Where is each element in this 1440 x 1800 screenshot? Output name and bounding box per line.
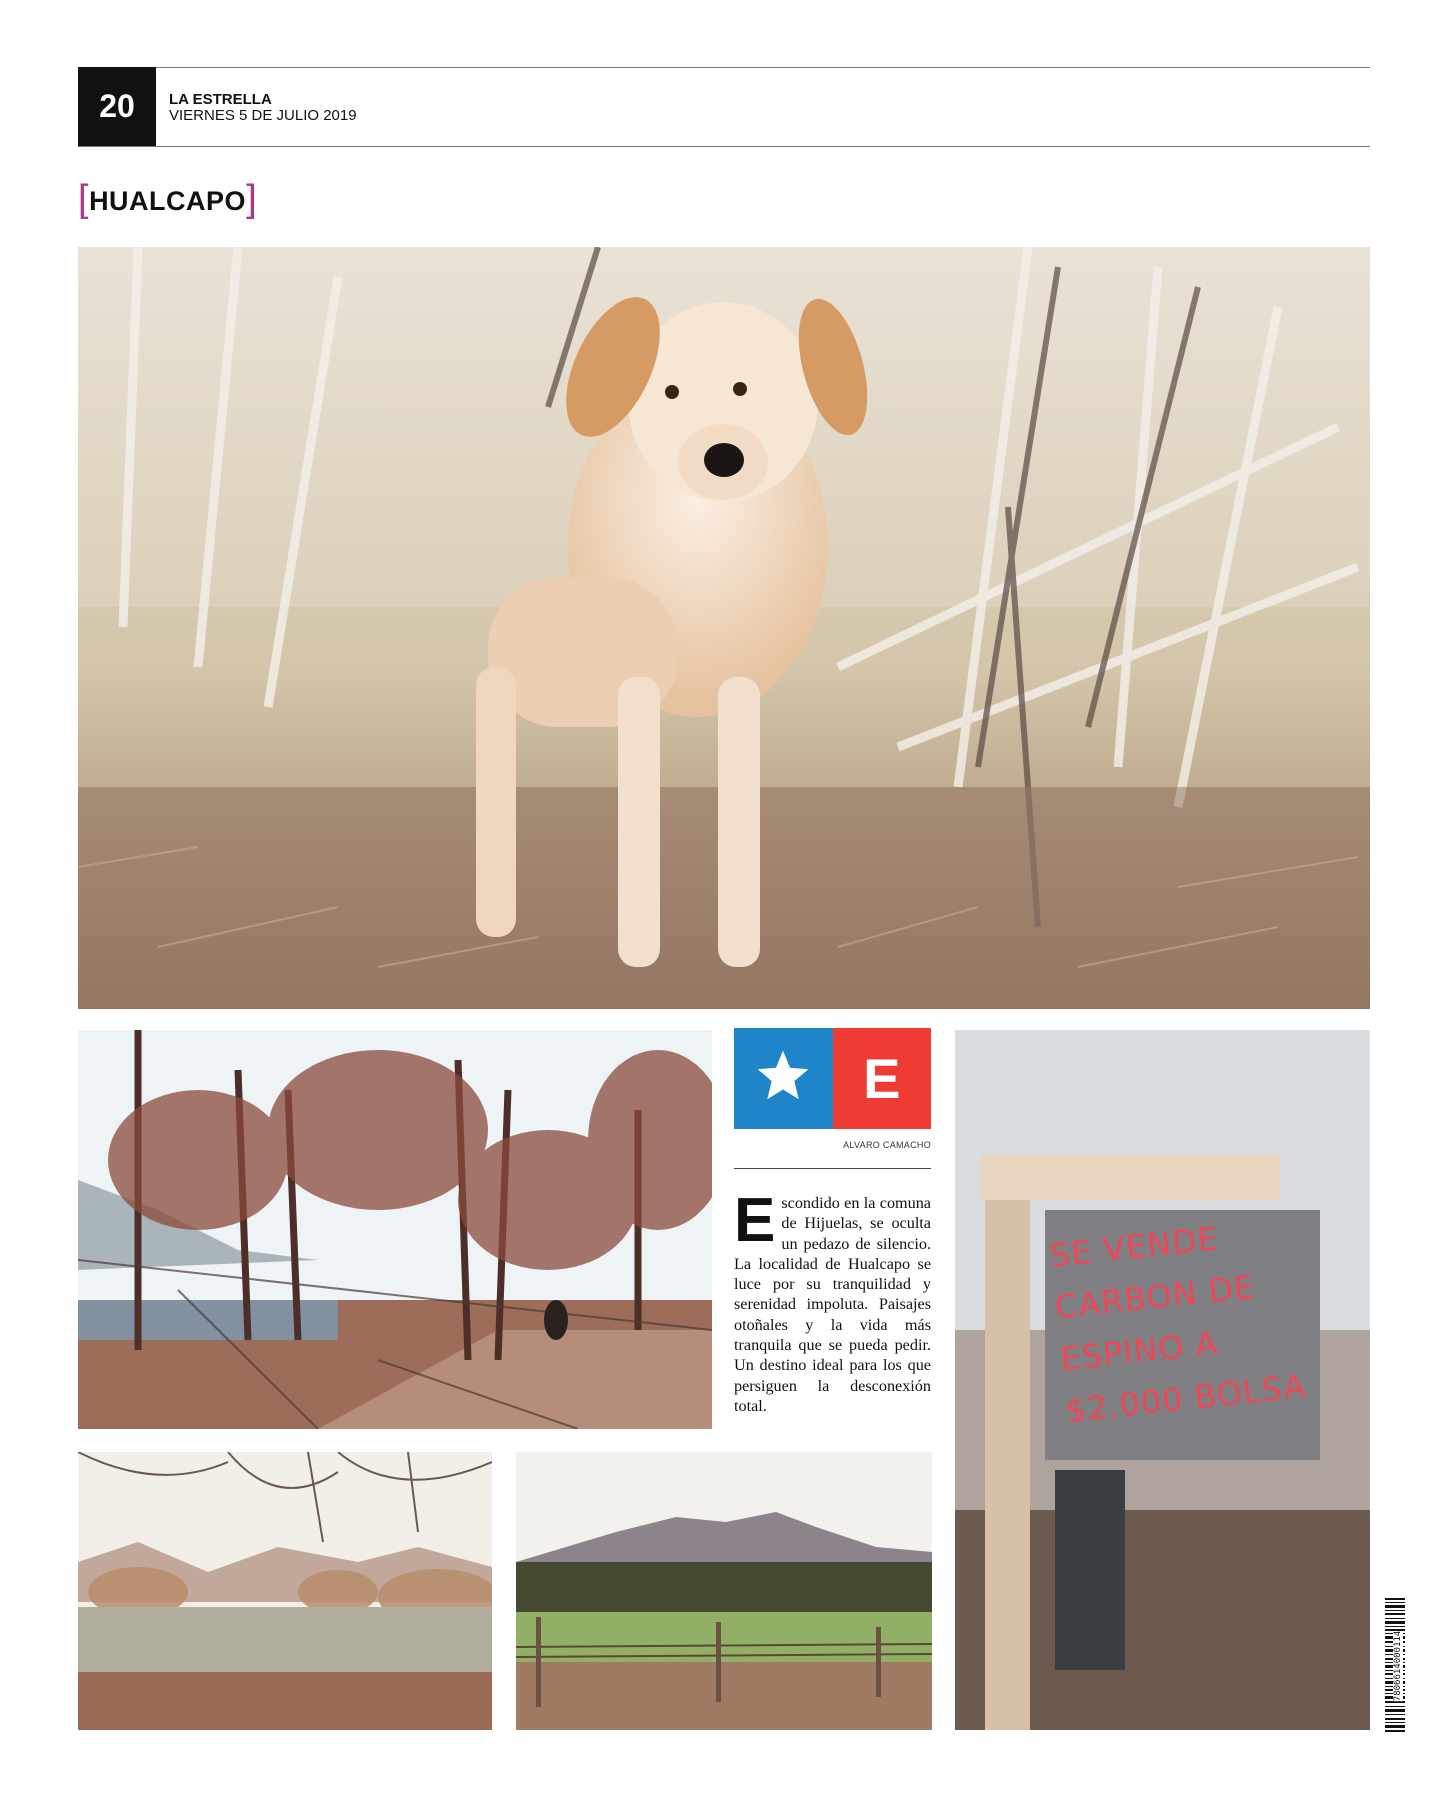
issue-date: VIERNES 5 DE JULIO 2019 [169, 107, 357, 124]
open-bracket: [ [78, 178, 90, 220]
sign-line-3: ESPINO A [1058, 1323, 1221, 1379]
photo-tree-lined-road [78, 1030, 712, 1429]
publication-name: LA ESTRELLA [169, 91, 272, 108]
logo-letter: E [833, 1028, 932, 1129]
header-top-rule [78, 67, 1370, 68]
logo-blue-panel [734, 1028, 833, 1129]
header-bottom-rule [78, 146, 1370, 147]
photo-handwritten-sign [955, 1030, 1370, 1730]
sign-line-2: CARBON DE [1053, 1267, 1258, 1327]
close-bracket: ] [246, 178, 258, 220]
photo-green-field [516, 1452, 932, 1730]
credit-rule [734, 1168, 931, 1169]
article-text: scondido en la comuna de Hijuelas, se oculta un pedazo de silencio. La localidad de Hualcapo se luce por su tranquilidad y serenidad impoluta. Paisajes otoñales y la vida más tranquila que se pueda pedir. Un destino ideal para los que persiguen la desconexión total. [734, 1194, 931, 1415]
section-tag [78, 178, 258, 220]
sign-line-4: $2.000 BOLSA [1064, 1366, 1309, 1430]
article-body [734, 1186, 931, 1416]
publication-logo [734, 1028, 931, 1129]
barcode [1385, 1598, 1411, 1734]
section-title: HUALCAPO [89, 185, 247, 216]
photo-credit: ALVARO CAMACHO [843, 1140, 931, 1150]
barcode-digits: 7806614000114 [1393, 1630, 1403, 1702]
sign-line-1: SE VENDE [1047, 1219, 1221, 1275]
masthead [169, 92, 357, 124]
photo-lagoon-mountains [78, 1452, 492, 1730]
star-icon [754, 1047, 812, 1110]
sign-text [1047, 1202, 1337, 1437]
drop-cap: E [734, 1186, 776, 1255]
main-photo-dog [78, 247, 1370, 1009]
page-number: 20 [78, 67, 156, 146]
